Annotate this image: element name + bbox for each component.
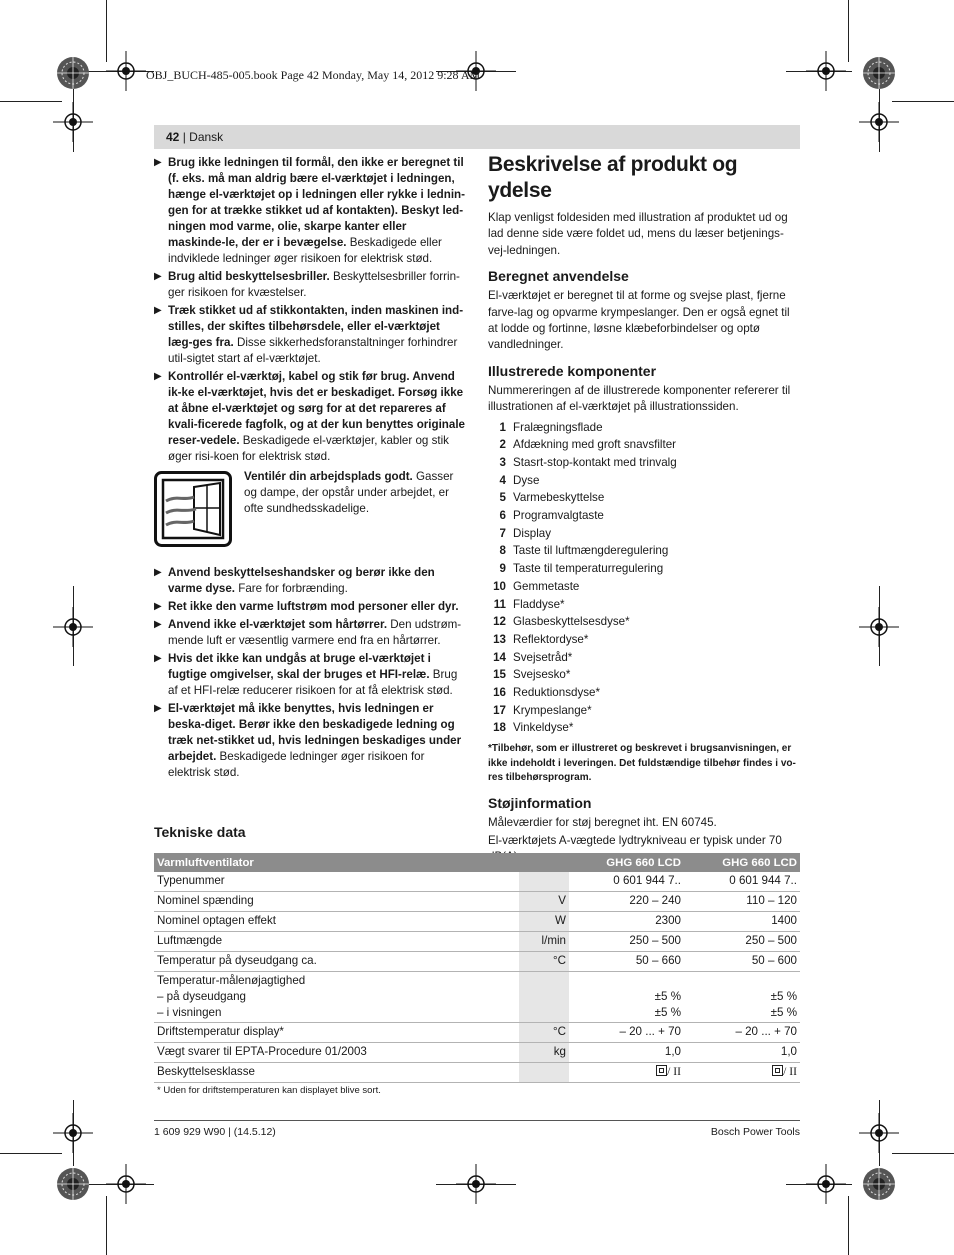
- safety-column: [154, 155, 466, 783]
- safety-bold: Ret ikke den varme luftstrøm mod personer eller dyr.: [168, 600, 459, 613]
- component-number: 7: [499, 526, 506, 540]
- accuracy-sub: – i visningen: [157, 1006, 222, 1019]
- tech-data-heading: Tekniske data: [154, 824, 246, 840]
- registration-mark-icon: [53, 102, 93, 142]
- component-label: Display: [513, 526, 552, 540]
- table-row: [154, 1023, 800, 1043]
- ventilation-window-icon: [154, 471, 232, 547]
- row-value: 0 601 944 7..: [569, 872, 684, 892]
- component-label: Taste til temperaturregulering: [513, 562, 664, 576]
- bullet-arrow-icon: ▶: [154, 271, 162, 282]
- component-number: 15: [493, 668, 506, 682]
- row-label: Typenummer: [154, 872, 519, 892]
- component-label: Reflektordyse*: [513, 632, 589, 646]
- row-unit: W: [519, 912, 569, 932]
- table-row: [154, 912, 800, 932]
- component-number: 9: [499, 562, 506, 576]
- row-value: [684, 1063, 800, 1083]
- row-value: [684, 972, 800, 1023]
- bullet-arrow-icon: ▶: [154, 157, 162, 168]
- table-row: [154, 1043, 800, 1063]
- row-label: [154, 972, 519, 1023]
- header-separator: |: [179, 130, 190, 144]
- safety-item: [154, 155, 466, 267]
- component-item: [488, 437, 802, 455]
- tech-data-table: [154, 853, 800, 1083]
- component-item: [488, 597, 802, 615]
- table-row: [154, 872, 800, 892]
- safety-bold: Anvend beskyttelseshandsker og berør ikke den varme dyse.: [168, 566, 435, 595]
- ventilation-warning: [154, 469, 466, 557]
- row-unit: [519, 872, 569, 892]
- crop-line: [106, 1196, 107, 1255]
- intended-use-heading: Beregnet anvendelse: [488, 268, 629, 285]
- safety-text: Disse sikkerhedsforanstaltninger forhindrer util-sigtet start af el-værktøjet.: [168, 336, 458, 365]
- component-item: [488, 526, 802, 544]
- table-header-cell: [519, 853, 569, 872]
- color-rosette-icon: [862, 56, 896, 90]
- safety-text: Beskadigede eller indviklede ledninger øger risikoen for elektrisk stød.: [168, 236, 442, 265]
- component-label: Fralægningsflade: [513, 420, 603, 434]
- header-language: Dansk: [189, 130, 224, 144]
- description-column: [488, 152, 802, 868]
- protection-class-value: / II: [783, 1065, 797, 1078]
- row-value: 250 – 500: [569, 932, 684, 952]
- safety-item: [154, 269, 466, 301]
- table-header-row: [154, 853, 800, 872]
- component-number: 8: [499, 544, 506, 558]
- bullet-arrow-icon: ▶: [154, 703, 162, 714]
- crop-line: [892, 101, 954, 102]
- component-label: Varmebeskyttelse: [513, 491, 605, 505]
- component-item: [488, 543, 802, 561]
- component-label: Svejsesko*: [513, 668, 571, 682]
- safety-item: [154, 599, 466, 615]
- bullet-arrow-icon: ▶: [154, 371, 162, 382]
- component-label: Vinkeldyse*: [513, 721, 574, 735]
- component-item: [488, 455, 802, 473]
- component-label: Gemmetaste: [513, 579, 580, 593]
- row-unit: kg: [519, 1043, 569, 1063]
- safety-text: Brug af et HFI-relæ reducerer risikoen for at få elektrisk stød.: [168, 668, 458, 697]
- accessory-note: *Tilbehør, som er illustreret og beskrevet i brugsanvisningen, er ikke indeholdt i leveringen. Det fuldstændige tilbehør findes i vo-res tilbehørsprogram.: [488, 743, 796, 784]
- component-item: [488, 703, 802, 721]
- protection-class-value: / II: [667, 1065, 681, 1078]
- book-info: OBJ_BUCH-485-005.book Page 42 Monday, May 14, 2012 9:28 AM: [146, 68, 481, 82]
- component-item: [488, 579, 802, 597]
- component-item: [488, 650, 802, 668]
- row-label: Nominel optagen effekt: [154, 912, 519, 932]
- row-unit: V: [519, 892, 569, 912]
- safety-text: Beskadigede ledninger øger risikoen for elektrisk stød.: [168, 750, 425, 779]
- registration-mark-icon: [859, 607, 899, 647]
- crop-line: [0, 1153, 62, 1154]
- table-header-cell: Varmluftventilator: [154, 853, 519, 872]
- component-item: [488, 508, 802, 526]
- bullet-arrow-icon: ▶: [154, 601, 162, 612]
- row-label: Driftstemperatur display*: [154, 1023, 519, 1043]
- row-value: 220 – 240: [569, 892, 684, 912]
- color-rosette-icon: [56, 56, 90, 90]
- page-number: 42: [166, 130, 180, 144]
- safety-text: Fare for forbrænding.: [235, 582, 348, 595]
- row-value: – 20 ... + 70: [684, 1023, 800, 1043]
- row-label: Vægt svarer til EPTA-Procedure 01/2003: [154, 1043, 519, 1063]
- row-unit: [519, 1063, 569, 1083]
- component-item: [488, 420, 802, 438]
- component-number: 4: [499, 473, 506, 487]
- safety-item: [154, 369, 466, 465]
- component-number: 5: [499, 491, 506, 505]
- registration-mark-icon: [106, 1164, 146, 1204]
- bullet-arrow-icon: ▶: [154, 619, 162, 630]
- safety-item: [154, 617, 466, 649]
- table-row: [154, 932, 800, 952]
- component-label: Glasbeskyttelsesdyse*: [513, 615, 630, 629]
- safety-item: [154, 303, 466, 367]
- accuracy-sub: – på dyseudgang: [157, 990, 246, 1003]
- component-label: Krympeslange*: [513, 703, 592, 717]
- row-value: 250 – 500: [684, 932, 800, 952]
- component-label: Reduktionsdyse*: [513, 685, 601, 699]
- row-unit: °C: [519, 952, 569, 972]
- color-rosette-icon: [56, 1167, 90, 1201]
- component-item: [488, 685, 802, 703]
- row-value: [569, 1063, 684, 1083]
- row-unit: °C: [519, 1023, 569, 1043]
- row-label: Luftmængde: [154, 932, 519, 952]
- intro-text: Klap venligst foldesiden med illustration af produktet ud og lad denne side være foldet ud, mens du læser betjenings-vej-ledningen.: [488, 211, 788, 257]
- safety-bold: Kontrollér el-værktøj, kabel og stik før brug. Anvend ik-ke el-værktøjet, hvis det er beskadiget. Forsøg ikke at åbne el-værktøjet og sørg for at det repareres af kvali-ficerede fagfolk, og at der kun benyttes originale reser-vedele.: [168, 370, 466, 447]
- registration-mark-icon: [859, 102, 899, 142]
- row-label: Nominel spænding: [154, 892, 519, 912]
- accuracy-value: ±5 %: [654, 990, 681, 1003]
- table-footnote: * Uden for driftstemperaturen kan displayet blive sort.: [157, 1085, 381, 1096]
- double-insulation-icon: [656, 1065, 667, 1076]
- component-item: [488, 473, 802, 491]
- bullet-arrow-icon: ▶: [154, 567, 162, 578]
- component-label: Fladdyse*: [513, 597, 565, 611]
- accuracy-value: ±5 %: [770, 1006, 797, 1019]
- registration-mark-icon: [806, 1164, 846, 1204]
- safety-text: Beskyttelsesbriller forrin-ger risikoen for kvæstelser.: [168, 270, 460, 299]
- row-label: Temperatur på dyseudgang ca.: [154, 952, 519, 972]
- accuracy-label: Temperatur-målenøjagtighed: [157, 974, 306, 987]
- components-heading: Illustrerede komponenter: [488, 362, 657, 379]
- component-item: [488, 632, 802, 650]
- row-value: 0 601 944 7..: [684, 872, 800, 892]
- component-item: [488, 720, 802, 738]
- registration-mark-icon: [106, 51, 146, 91]
- component-label: Dyse: [513, 473, 540, 487]
- row-value: 1,0: [684, 1043, 800, 1063]
- intended-use-text: El-værktøjet er beregnet til at forme og svejse plast, fjerne farve-lag og opvarme krympeslanger. Den er også egnet til at lodde og fortinne, løsne klæbeforbindelser og optø vandledninger.: [488, 289, 790, 352]
- table-row: [154, 952, 800, 972]
- component-label: Afdækning med groft snavsfilter: [513, 438, 677, 452]
- component-number: 12: [493, 615, 506, 629]
- component-label: Stasrt-stop-kontakt med trinvalg: [513, 456, 677, 470]
- row-value: 2300: [569, 912, 684, 932]
- component-number: 10: [493, 579, 506, 593]
- component-label: Svejsetråd*: [513, 650, 573, 664]
- safety-bold: Anvend ikke el-værktøjet som hårtørrer.: [168, 618, 388, 631]
- row-value: – 20 ... + 70: [569, 1023, 684, 1043]
- safety-item: [154, 651, 466, 699]
- components-intro: Nummereringen af de illustrerede komponenter refererer til illustrationen af el-værktøjet på illustrationssiden.: [488, 383, 791, 414]
- component-number: 2: [499, 438, 506, 452]
- row-unit: l/min: [519, 932, 569, 952]
- row-label: Beskyttelsesklasse: [154, 1063, 519, 1083]
- accuracy-value: ±5 %: [654, 1006, 681, 1019]
- component-number: 1: [499, 420, 506, 434]
- component-number: 6: [499, 509, 506, 523]
- ventilation-bold: Ventilér din arbejdsplads godt.: [244, 470, 413, 483]
- double-insulation-icon: [772, 1065, 783, 1076]
- safety-item: [154, 701, 466, 781]
- row-value: [569, 972, 684, 1023]
- section-title: Beskrivelse af produkt og ydelse: [488, 153, 738, 202]
- component-item: [488, 561, 802, 579]
- registration-mark-icon: [806, 51, 846, 91]
- registration-mark-icon: [859, 1113, 899, 1153]
- component-number: 18: [493, 721, 506, 735]
- footer-brand: Bosch Power Tools: [710, 1126, 800, 1138]
- table-row: [154, 892, 800, 912]
- crop-line: [848, 0, 849, 62]
- color-rosette-icon: [862, 1167, 896, 1201]
- ventilation-normal: Gasser og dampe, der opstår under arbejdet, er ofte sundhedsskadelige.: [244, 470, 454, 515]
- row-value: 50 – 660: [569, 952, 684, 972]
- safety-bold: Brug ikke ledningen til formål, den ikke er beregnet til (f. eks. må man aldrig bære el-værktøjet i ledningen, hænge el-værktøjet op i ledningen eller rykke i lednin-gen for at trække stikket ud af kontakten). Beskyt led-ningen mod varme, olie, skarpe kanter eller maskinde-le, der er i bevægelse.: [168, 156, 465, 249]
- safety-text: Den udstrøm-mende luft er væsentlig varmere end fra en hårtørrer.: [168, 618, 462, 647]
- safety-item: [154, 565, 466, 597]
- component-label: Programvalgtaste: [513, 509, 604, 523]
- component-label: Taste til luftmængderegulering: [513, 544, 669, 558]
- safety-bold: Brug altid beskyttelsesbriller.: [168, 270, 330, 283]
- page-header: [166, 130, 223, 144]
- safety-text: Beskadigede el-værktøjer, kabler og stik øger risi-koen for elektrisk stød.: [168, 434, 449, 463]
- table-header-cell: GHG 660 LCD: [684, 853, 800, 872]
- safety-bold: Træk stikket ud af stikkontakten, inden maskinen ind-stilles, der skiftes tilbehørsdele, eller el-værktøjet læg-ges fra.: [168, 304, 464, 349]
- footer-rule: [154, 1120, 800, 1121]
- crop-line: [848, 1196, 849, 1255]
- header-bar: [154, 125, 800, 149]
- noise-text: El-værktøjets A-vægtede lydtrykniveau er typisk under 70: [488, 833, 782, 847]
- table-row: [154, 972, 800, 1023]
- component-item: [488, 614, 802, 632]
- footer-doc-number: 1 609 929 W90 | (14.5.12): [154, 1126, 276, 1138]
- row-value: 110 – 120: [684, 892, 800, 912]
- bullet-arrow-icon: ▶: [154, 305, 162, 316]
- row-unit: [519, 972, 569, 1023]
- component-number: 11: [493, 597, 506, 611]
- components-list: [488, 420, 802, 738]
- accuracy-value: ±5 %: [770, 990, 797, 1003]
- ventilation-text: [244, 469, 466, 517]
- table-header-cell: GHG 660 LCD: [569, 853, 684, 872]
- row-value: 1400: [684, 912, 800, 932]
- registration-mark-icon: [53, 1113, 93, 1153]
- row-value: 50 – 600: [684, 952, 800, 972]
- component-item: [488, 490, 802, 508]
- component-item: [488, 667, 802, 685]
- component-number: 13: [493, 632, 506, 646]
- component-number: 3: [499, 456, 506, 470]
- registration-mark-icon: [53, 607, 93, 647]
- bullet-arrow-icon: ▶: [154, 653, 162, 664]
- registration-mark-icon: [456, 1164, 496, 1204]
- table-row: [154, 1063, 800, 1083]
- noise-text: Måleværdier for støj beregnet iht. EN 60745.: [488, 815, 717, 829]
- safety-bold: El-værktøjet må ikke benyttes, hvis ledningen er beska-diget. Berør ikke den beskadigede ledning og træk net-stikket ud, hvis ledningen beskadiges under arbejdet.: [168, 702, 462, 763]
- component-number: 14: [493, 650, 506, 664]
- safety-bold: Hvis det ikke kan undgås at bruge el-værktøjet i fugtige omgivelser, skal der bruges et HFI-relæ.: [168, 652, 431, 681]
- row-value: 1,0: [569, 1043, 684, 1063]
- noise-heading: Støjinformation: [488, 794, 592, 811]
- crop-line: [892, 1153, 954, 1154]
- component-number: 16: [493, 685, 506, 699]
- component-number: 17: [493, 703, 506, 717]
